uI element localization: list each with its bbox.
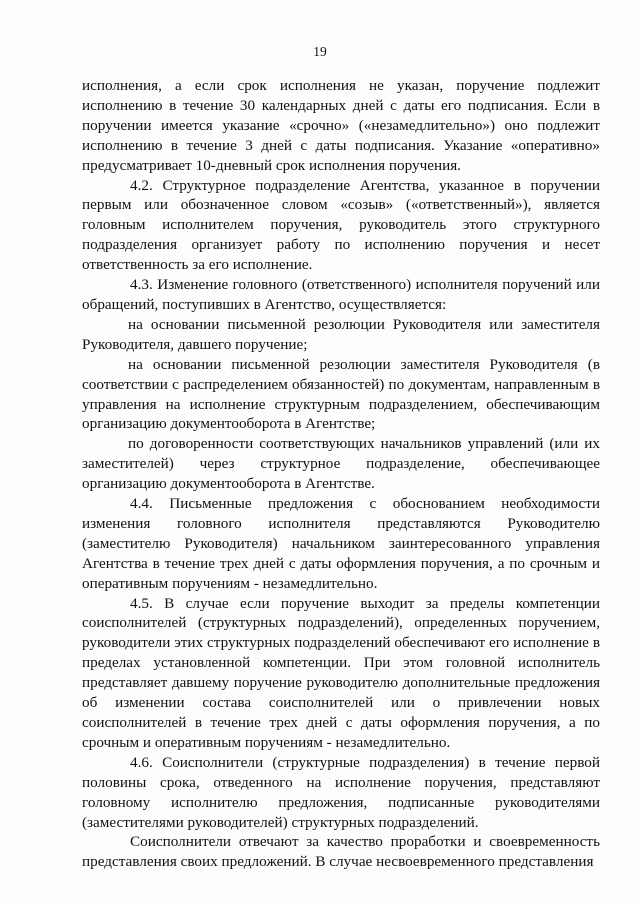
page-number: 19 (313, 44, 327, 59)
paragraph-4-4: 4.4. Письменные предложения с обоснованием необходимости изменения головного исполнителя представляются Руководителю (заместителю Руководителя) начальником заинтересованного управления Агентства в течение трех дней с даты оформления поручения, а по срочным и оперативным поручениям - незамедлительно. (82, 495, 600, 592)
paragraph-4-2: 4.2. Структурное подразделение Агентства, указанное в поручении первым или обозначенное словом «созыв» («ответственный»), является головным исполнителем поручения, руководитель этого структурного подразделения организует работу по исполнению поручения и несет ответственность за его исполнение. (82, 176, 600, 274)
paragraph-4-3: 4.3. Изменение головного (ответственного) исполнителя поручений или обращений, поступивших в Агентство, осуществляется: (82, 276, 600, 313)
list-item-agreement: по договоренности соответствующих начальников управлений (или их заместителей) через структурное подразделение, обеспечивающее организацию документооборота в Агентстве. (82, 435, 600, 493)
list-item-resolution-deputy: на основании письменной резолюции заместителя Руководителя (в соответствии с распределением обязанностей) по документам, направленным в управления на исполнение структурным подразделением, обеспечивающим организацию документооборота в Агентстве; (82, 355, 600, 433)
paragraph-co-executors: Соисполнители отвечают за качество проработки и своевременность представления своих предложений. В случае несвоевременного представления (82, 833, 600, 871)
document-body (82, 76, 600, 872)
list-item-resolution-head: на основании письменной резолюции Руководителя или заместителя Руководителя, давшего поручение; (82, 315, 600, 353)
paragraph-continuation: исполнения, а если срок исполнения не указан, поручение подлежит исполнению в течение 30 календарных дней с даты его подписания. Если в поручении имеется указание «срочно» («незамедлительно») оно подлежит исполнению в течение 3 дней с даты подписания. Указание «оперативно» предусматривает 10-дневный срок исполнения поручения. (82, 77, 600, 174)
paragraph-4-5: 4.5. В случае если поручение выходит за пределы компетенции соисполнителей (структурных подразделений), определенных поручением, руководители этих структурных подразделений обеспечивают его исполнение в пределах установленной компетенции. При этом головной исполнитель представляет давшему поручение руководителю дополнительные предложения об изменении состава соисполнителей или о привлечении новых соисполнителей в течение трех дней с даты оформления поручения, а по срочным и оперативным поручениям - незамедлительно. (82, 594, 600, 751)
paragraph-4-6: 4.6. Соисполнители (структурные подразделения) в течение первой половины срока, отведенного на исполнение поручения, представляют головному исполнителю предложения, подписанные руководителями (заместителями руководителей) структурных подразделений. (82, 753, 600, 831)
